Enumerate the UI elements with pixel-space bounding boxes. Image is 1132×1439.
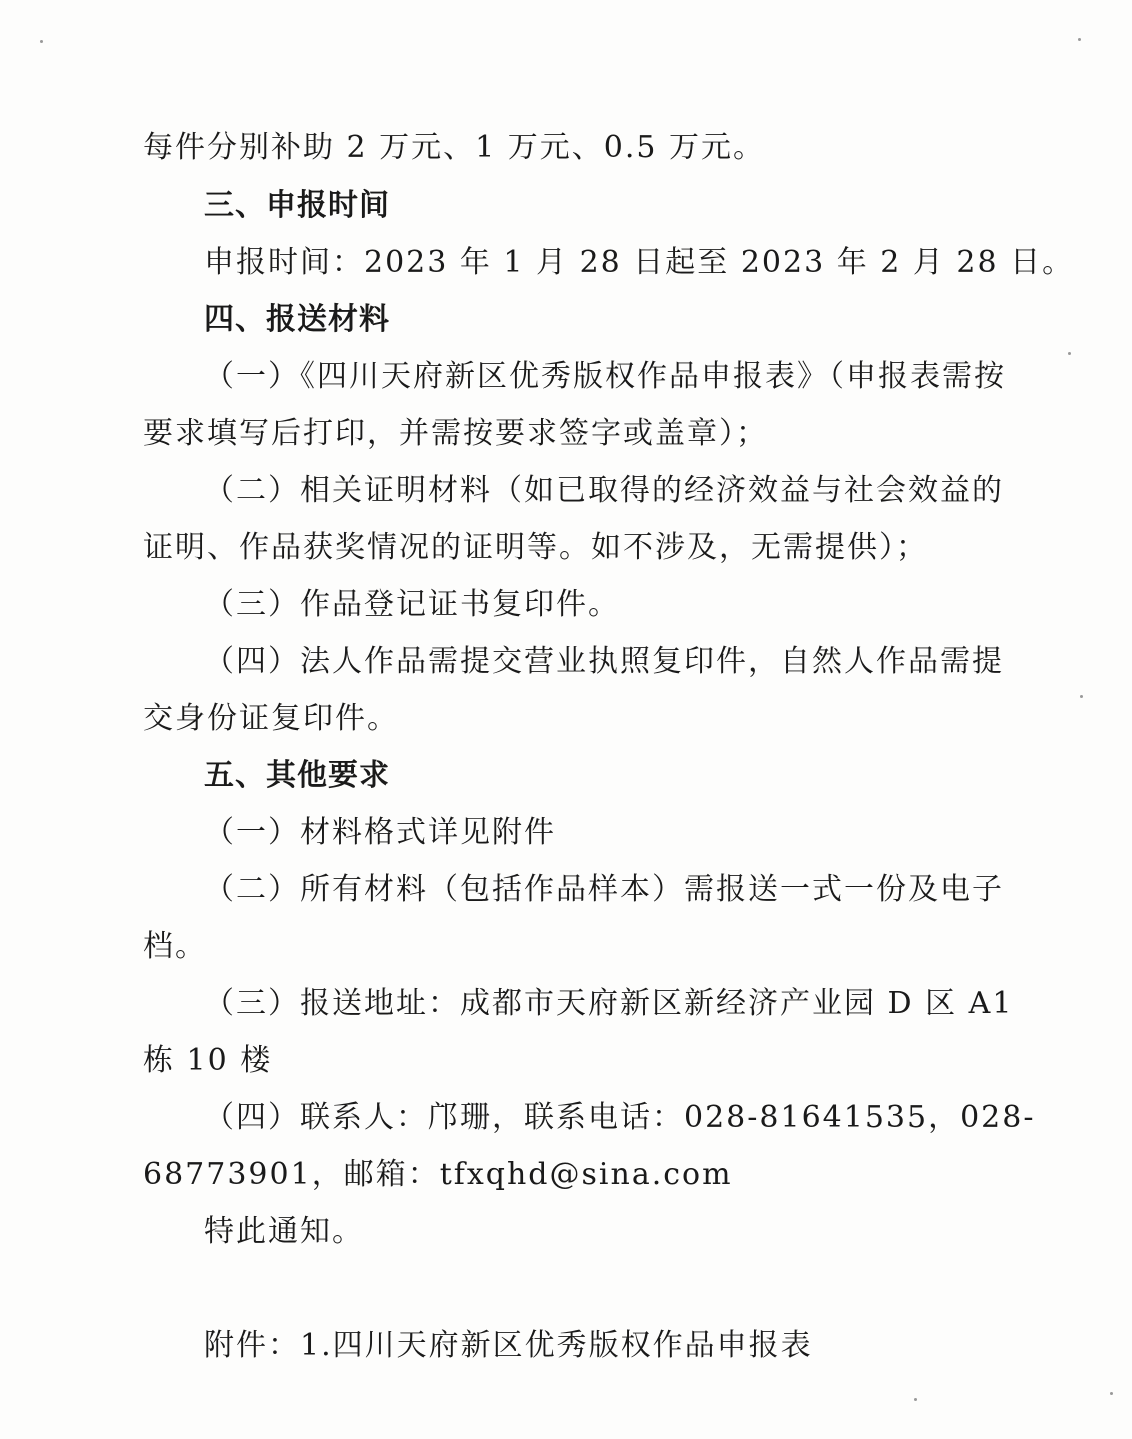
contact-line: （四）联系人：邝珊，联系电话：028-81641535，028- xyxy=(204,1100,1036,1135)
contact-line: 68773901，邮箱：tfxqhd@sina.com xyxy=(143,1157,733,1192)
paragraph-line: 申报时间：2023 年 1 月 28 日起至 2023 年 2 月 28 日。 xyxy=(204,245,1075,280)
scan-speck xyxy=(1110,1392,1113,1395)
list-item-line: 交身份证复印件。 xyxy=(143,701,399,736)
list-item-line: （一）《四川天府新区优秀版权作品申报表》（申报表需按 xyxy=(204,359,1006,394)
list-item-line: （四）法人作品需提交营业执照复印件，自然人作品需提 xyxy=(204,644,1004,679)
list-item-line: （三）作品登记证书复印件。 xyxy=(204,587,620,622)
list-item-line: 证明、作品获奖情况的证明等。如不涉及，无需提供）； xyxy=(143,530,928,565)
scan-speck xyxy=(1080,695,1083,698)
scan-speck xyxy=(914,1398,917,1401)
paragraph-line: 每件分别补助 2 万元、1 万元、0.5 万元。 xyxy=(143,130,766,165)
scan-speck xyxy=(40,40,43,43)
scan-speck xyxy=(1078,38,1081,41)
list-item-line: 要求填写后打印，并需按要求签字或盖章）； xyxy=(143,416,768,451)
list-item-line: （二）所有材料（包括作品样本）需报送一式一份及电子 xyxy=(204,872,1004,907)
list-item-line: 档。 xyxy=(143,929,207,964)
section-heading-4: 四、报送材料 xyxy=(204,302,390,337)
list-item-line: （三）报送地址：成都市天府新区新经济产业园 D 区 A1 xyxy=(204,986,1014,1021)
section-heading-3: 三、申报时间 xyxy=(204,188,390,223)
attachment-line: 附件：1.四川天府新区优秀版权作品申报表 xyxy=(204,1328,813,1363)
closing-line: 特此通知。 xyxy=(204,1214,364,1249)
list-item-line: （二）相关证明材料（如已取得的经济效益与社会效益的 xyxy=(204,473,1004,508)
list-item-line: 栋 10 楼 xyxy=(143,1043,273,1078)
section-heading-5: 五、其他要求 xyxy=(204,758,390,793)
scan-speck xyxy=(1068,352,1071,355)
list-item-line: （一）材料格式详见附件 xyxy=(204,815,556,850)
